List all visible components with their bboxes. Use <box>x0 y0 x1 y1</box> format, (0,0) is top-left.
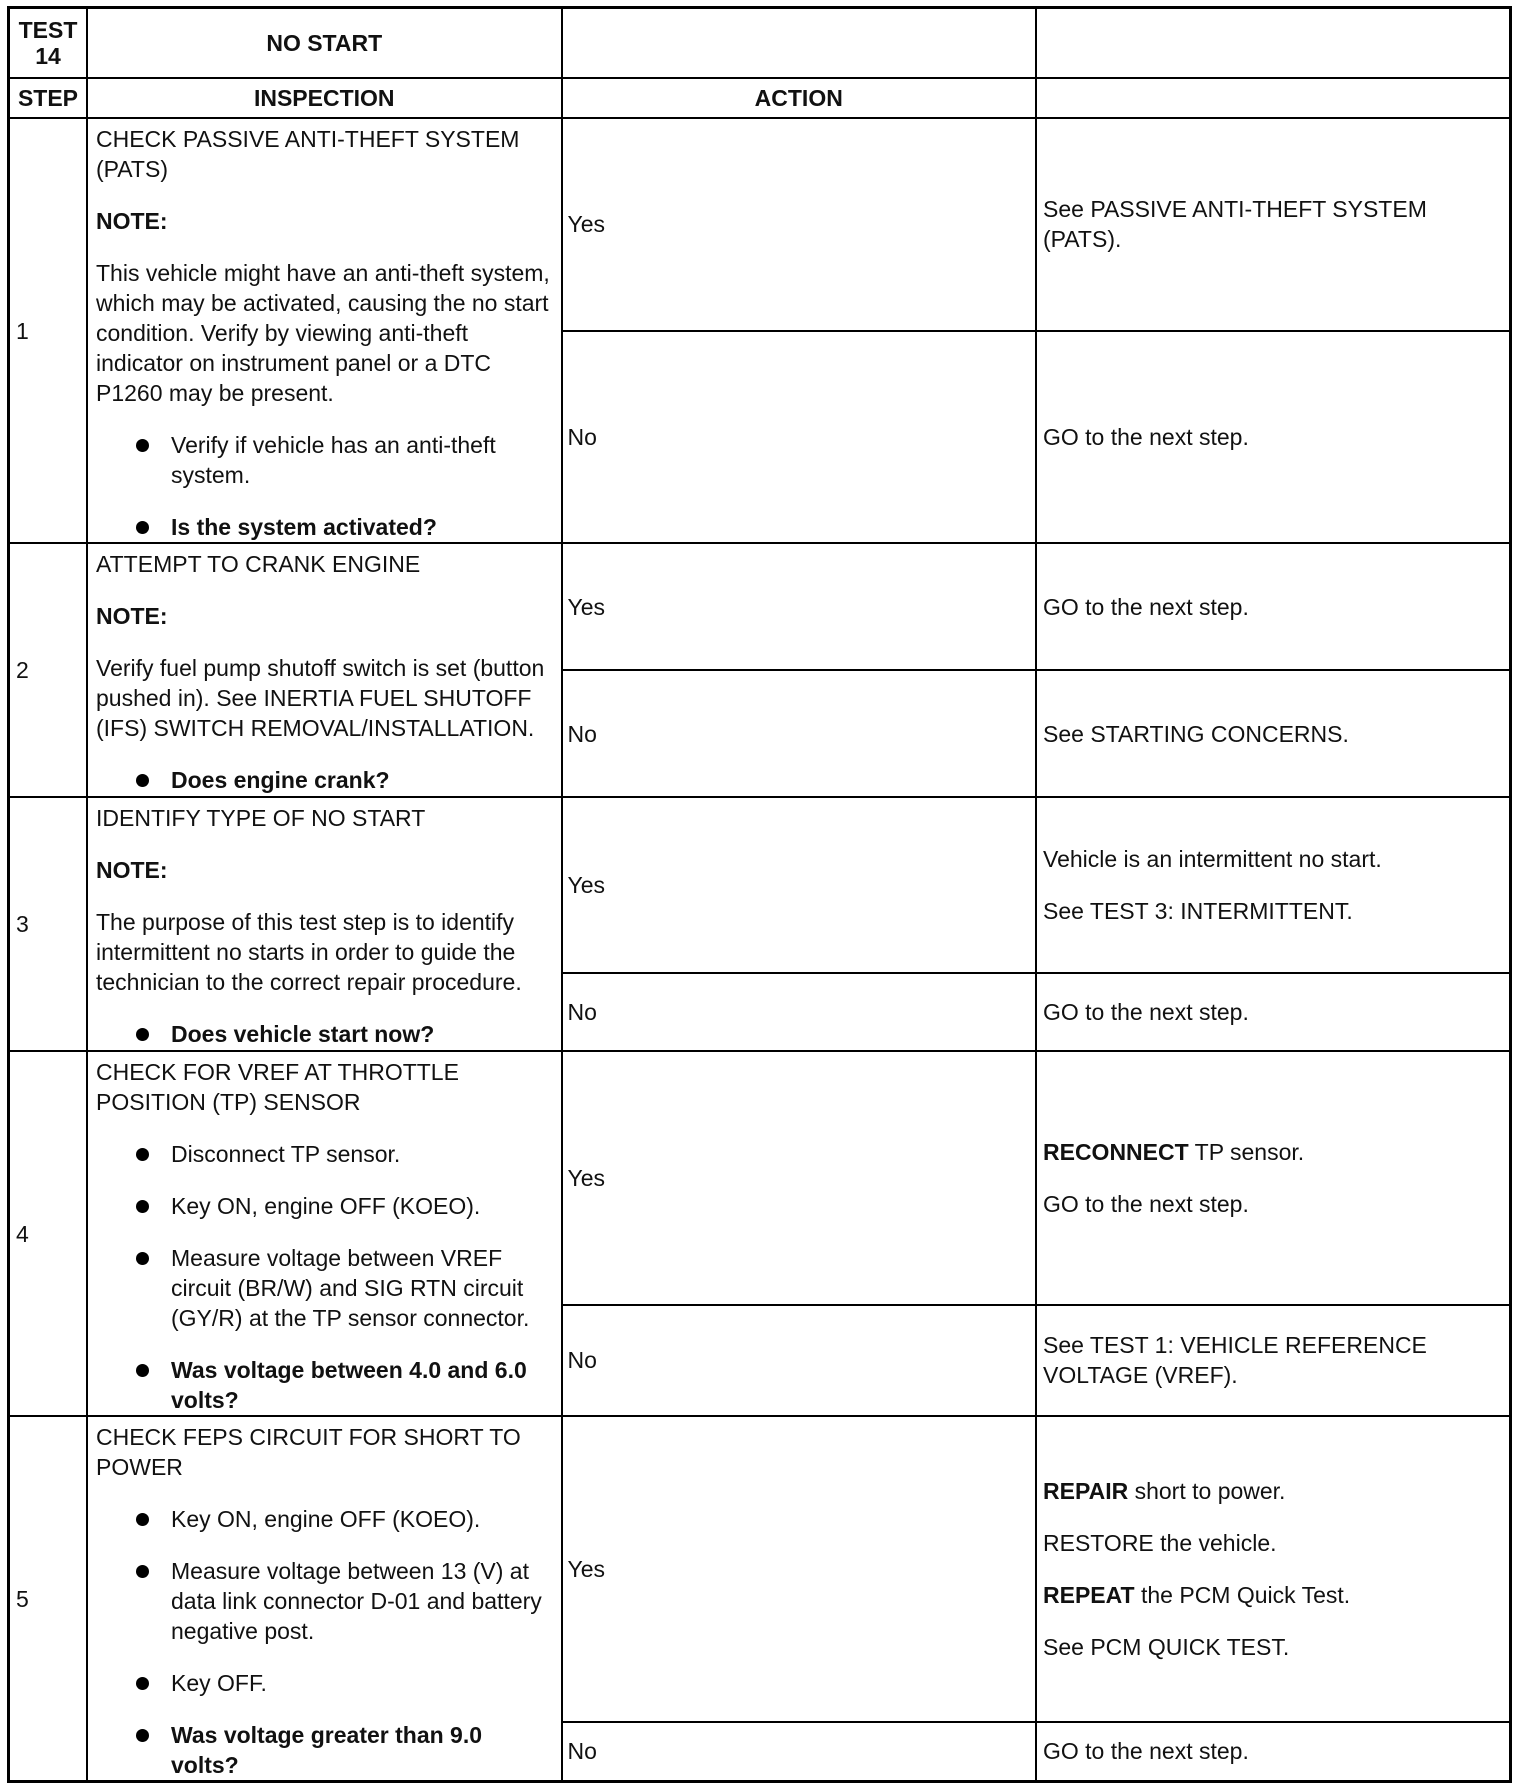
step-inspection <box>87 1416 562 1782</box>
step-number: 1 <box>9 118 88 543</box>
bullet-icon <box>136 1200 149 1213</box>
yes-action: See PASSIVE ANTI-THEFT SYSTEM (PATS). <box>1036 118 1511 331</box>
no-action: GO to the next step. <box>1036 1722 1511 1782</box>
answer-no: No <box>562 1305 1037 1416</box>
instruction-item: Key ON, engine OFF (KOEO). <box>96 1504 553 1534</box>
bullet-icon <box>136 1677 149 1690</box>
step-row <box>9 797 1511 973</box>
pinpoint-test-table <box>7 6 1512 1783</box>
step-row <box>9 118 1511 331</box>
instruction-item: Disconnect TP sensor. <box>96 1139 553 1169</box>
step-title: CHECK FOR VREF AT THROTTLE POSITION (TP) SENSOR <box>96 1059 459 1115</box>
step-title: CHECK PASSIVE ANTI-THEFT SYSTEM (PATS) <box>96 126 520 182</box>
step-title: IDENTIFY TYPE OF NO START <box>96 805 426 831</box>
step-question: Was voltage between 4.0 and 6.0 volts? <box>96 1355 553 1415</box>
step-question: Does vehicle start now? <box>96 1019 553 1049</box>
step-question: Was voltage greater than 9.0 volts? <box>96 1720 553 1780</box>
note-label: NOTE: <box>96 208 168 234</box>
step-row <box>9 1416 1511 1722</box>
yes-action: REPAIR short to power. RESTORE the vehicle. REPEAT the PCM Quick Test. See PCM QUICK TEST. <box>1036 1416 1511 1722</box>
step-row <box>9 543 1511 670</box>
answer-no: No <box>562 1722 1037 1782</box>
no-action: GO to the next step. <box>1036 331 1511 544</box>
bullet-icon <box>136 439 149 452</box>
header-blank-answer <box>562 8 1037 79</box>
bullet-icon <box>136 1148 149 1161</box>
answer-yes: Yes <box>562 797 1037 973</box>
step-inspection <box>87 543 562 797</box>
step-inspection <box>87 1051 562 1416</box>
test-id-cell <box>9 8 88 79</box>
step-inspection <box>87 118 562 543</box>
step-question: Is the system activated? <box>96 512 553 542</box>
bullet-icon <box>136 1252 149 1265</box>
instruction-item: Verify if vehicle has an anti-theft system. <box>96 430 553 490</box>
no-action: GO to the next step. <box>1036 973 1511 1051</box>
yes-action: GO to the next step. <box>1036 543 1511 670</box>
step-number: 4 <box>9 1051 88 1416</box>
col-inspection-header: INSPECTION <box>87 78 562 118</box>
bullet-icon <box>136 1364 149 1377</box>
step-title: ATTEMPT TO CRANK ENGINE <box>96 551 421 577</box>
step-inspection <box>87 797 562 1051</box>
no-action: See TEST 1: VEHICLE REFERENCE VOLTAGE (VREF). <box>1036 1305 1511 1416</box>
yes-action: Vehicle is an intermittent no start. See TEST 3: INTERMITTENT. <box>1036 797 1511 973</box>
answer-yes: Yes <box>562 1051 1037 1305</box>
action-verb: REPAIR <box>1043 1477 1129 1504</box>
bullet-icon <box>136 1729 149 1742</box>
instruction-item: Measure voltage between VREF circuit (BR/W) and SIG RTN circuit (GY/R) at the TP sensor connector. <box>96 1243 553 1333</box>
bullet-icon <box>136 521 149 534</box>
step-question: Does engine crank? <box>96 765 553 795</box>
step-number: 2 <box>9 543 88 797</box>
bullet-icon <box>136 774 149 787</box>
answer-no: No <box>562 973 1037 1051</box>
step-row <box>9 1051 1511 1305</box>
test-title: NO START <box>87 8 562 79</box>
answer-yes: Yes <box>562 118 1037 331</box>
note-label: NOTE: <box>96 603 168 629</box>
column-header-row <box>9 78 1511 118</box>
answer-yes: Yes <box>562 1416 1037 1722</box>
test-label: TEST <box>18 17 78 43</box>
action-verb: REPEAT <box>1043 1581 1135 1608</box>
instruction-item: Key ON, engine OFF (KOEO). <box>96 1191 553 1221</box>
step-number: 5 <box>9 1416 88 1782</box>
instruction-item: Key OFF. <box>96 1668 553 1698</box>
answer-yes: Yes <box>562 543 1037 670</box>
instruction-item: Measure voltage between 13 (V) at data link connector D-01 and battery negative post. <box>96 1556 553 1646</box>
no-action: See STARTING CONCERNS. <box>1036 670 1511 797</box>
answer-no: No <box>562 670 1037 797</box>
step-title: CHECK FEPS CIRCUIT FOR SHORT TO POWER <box>96 1424 521 1480</box>
note-text: Verify fuel pump shutoff switch is set (button pushed in). See INERTIA FUEL SHUTOFF (IFS) SWITCH REMOVAL/INSTALLATION. <box>96 655 545 741</box>
bullet-icon <box>136 1565 149 1578</box>
note-text: The purpose of this test step is to identify intermittent no starts in order to guide the technician to the correct repair procedure. <box>96 909 522 995</box>
header-blank-action <box>1036 8 1511 79</box>
bullet-icon <box>136 1513 149 1526</box>
note-text: This vehicle might have an anti-theft system, which may be activated, causing the no start condition. Verify by viewing anti-theft indicator on instrument panel or a DTC P1260 may be present. <box>96 260 550 406</box>
answer-no: No <box>562 331 1037 544</box>
action-verb: RECONNECT <box>1043 1138 1189 1165</box>
note-label: NOTE: <box>96 857 168 883</box>
yes-action: RECONNECT TP sensor. GO to the next step. <box>1036 1051 1511 1305</box>
col-result-header-blank <box>1036 78 1511 118</box>
col-action-header: ACTION <box>562 78 1037 118</box>
step-number: 3 <box>9 797 88 1051</box>
test-header-row <box>9 8 1511 79</box>
col-step-header: STEP <box>9 78 88 118</box>
test-number: 14 <box>35 43 61 69</box>
diagnostic-procedure-page <box>7 6 1512 1778</box>
bullet-icon <box>136 1028 149 1041</box>
